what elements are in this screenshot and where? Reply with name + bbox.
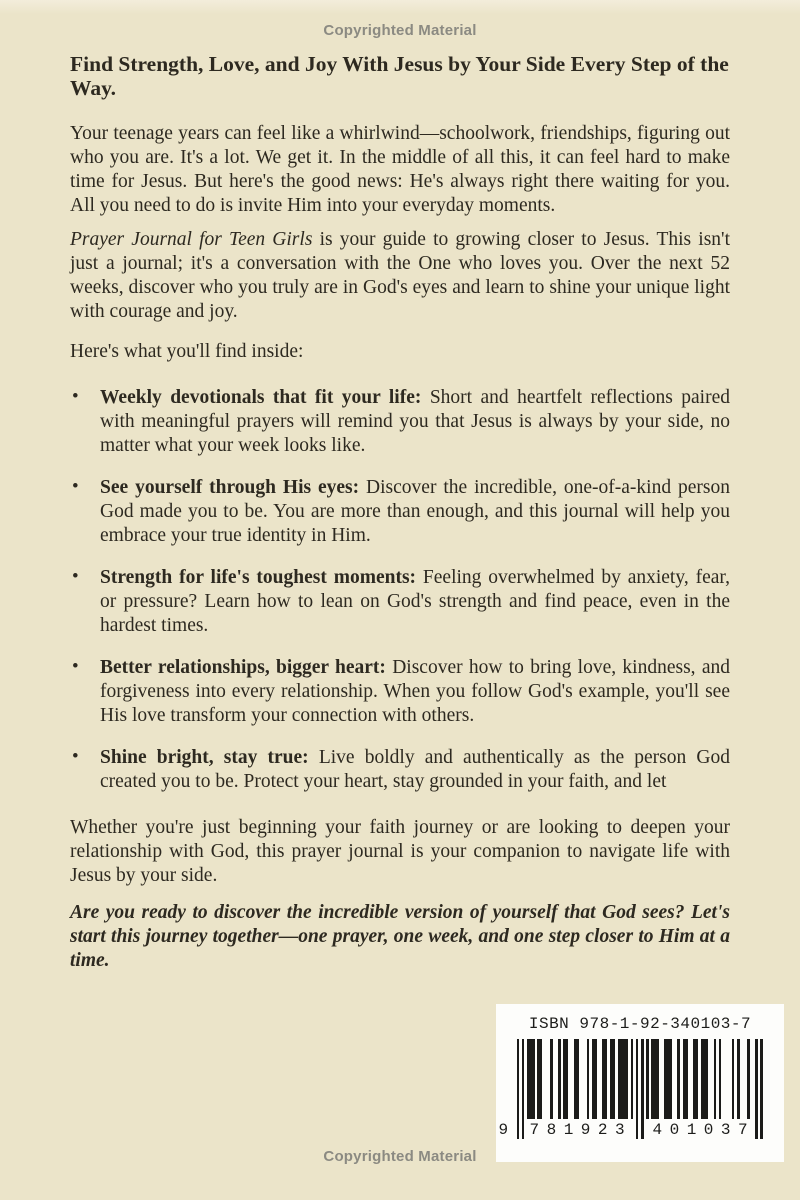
list-item-lead: Strength for life's toughest moments: <box>100 567 417 588</box>
list-item-lead: Shine bright, stay true: <box>100 747 309 768</box>
barcode-digits <box>498 1120 764 1142</box>
book-title-italic: Prayer Journal for Teen Girls <box>70 229 313 250</box>
list-item-lead: Better relationships, bigger heart: <box>100 657 386 678</box>
list-item-text: Feeling overwhelmed by anxiety, fear, or pressure? Learn how to lean on God's strength and find peace, even in the hardest times. <box>100 567 730 636</box>
ean13-barcode <box>498 1039 764 1143</box>
isbn-barcode-box <box>496 1004 784 1162</box>
list-item <box>70 566 730 638</box>
isbn-number: ISBN 978-1-92-340103-7 <box>528 1015 752 1033</box>
list-item-text: Short and heartfelt reflections paired with meaningful prayers will remind you that Jesus is always by your side, no matter what your week looks like. <box>100 387 730 456</box>
closing-paragraph: Whether you're just beginning your faith journey or are looking to deepen your relationship with God, this prayer journal is your companion to navigate life with Jesus by your side. <box>70 817 730 886</box>
list-item-text: Discover how to bring love, kindness, and forgiveness into every relationship. When you follow God's example, you'll see His love transform your connection with others. <box>100 657 730 726</box>
barcode-digit-group: 401037 <box>652 1121 756 1139</box>
list-item <box>70 386 730 458</box>
back-cover-text <box>70 48 730 973</box>
copyright-notice-top: Copyrighted Material <box>323 22 477 39</box>
bullet-icon: • <box>72 566 79 587</box>
about-paragraph <box>70 228 730 324</box>
bullet-icon: • <box>72 746 79 767</box>
headline: Find Strength, Love, and Joy With Jesus by Your Side Every Step of the Way. <box>70 52 729 100</box>
barcode-digit-group: 781923 <box>529 1121 633 1139</box>
list-item <box>70 476 730 548</box>
copyright-notice-bottom: Copyrighted Material <box>323 1148 477 1165</box>
bullet-icon: • <box>72 656 79 677</box>
list-item <box>70 656 730 728</box>
bullet-icon: • <box>72 386 79 407</box>
list-item-lead: See yourself through His eyes: <box>100 477 360 498</box>
list-item-lead: Weekly devotionals that fit your life: <box>100 387 422 408</box>
cta-paragraph: Are you ready to discover the incredible version of yourself that God sees? Let's start this journey together—one prayer, one week, and one step closer to Him at a time. <box>70 902 730 971</box>
list-item <box>70 746 730 794</box>
barcode-digit-group: 9 <box>498 1121 509 1139</box>
list-item-text: Discover the incredible, one-of-a-kind person God made you to be. You are more than enough, and this journal will help you embrace your true identity in Him. <box>100 477 730 546</box>
intro-paragraph: Your teenage years can feel like a whirlwind—schoolwork, friendships, figuring out who you are. It's a lot. We get it. In the middle of all this, it can feel hard to make time for Jesus. But here's the good news: He's always right there waiting for you. All you need to do is invite Him into your everyday moments. <box>70 123 730 216</box>
list-item-text: Live boldly and authentically as the person God created you to be. Protect your heart, stay grounded in your faith, and let <box>100 747 730 792</box>
bullet-icon: • <box>72 476 79 497</box>
list-intro: Here's what you'll find inside: <box>70 341 304 362</box>
about-paragraph-text: is your guide to growing closer to Jesus. This isn't just a journal; it's a conversation with the One who loves you. Over the next 52 weeks, discover who you truly are in God's eyes and learn to shine your unique light with courage and joy. <box>70 229 730 322</box>
feature-list <box>70 386 730 794</box>
